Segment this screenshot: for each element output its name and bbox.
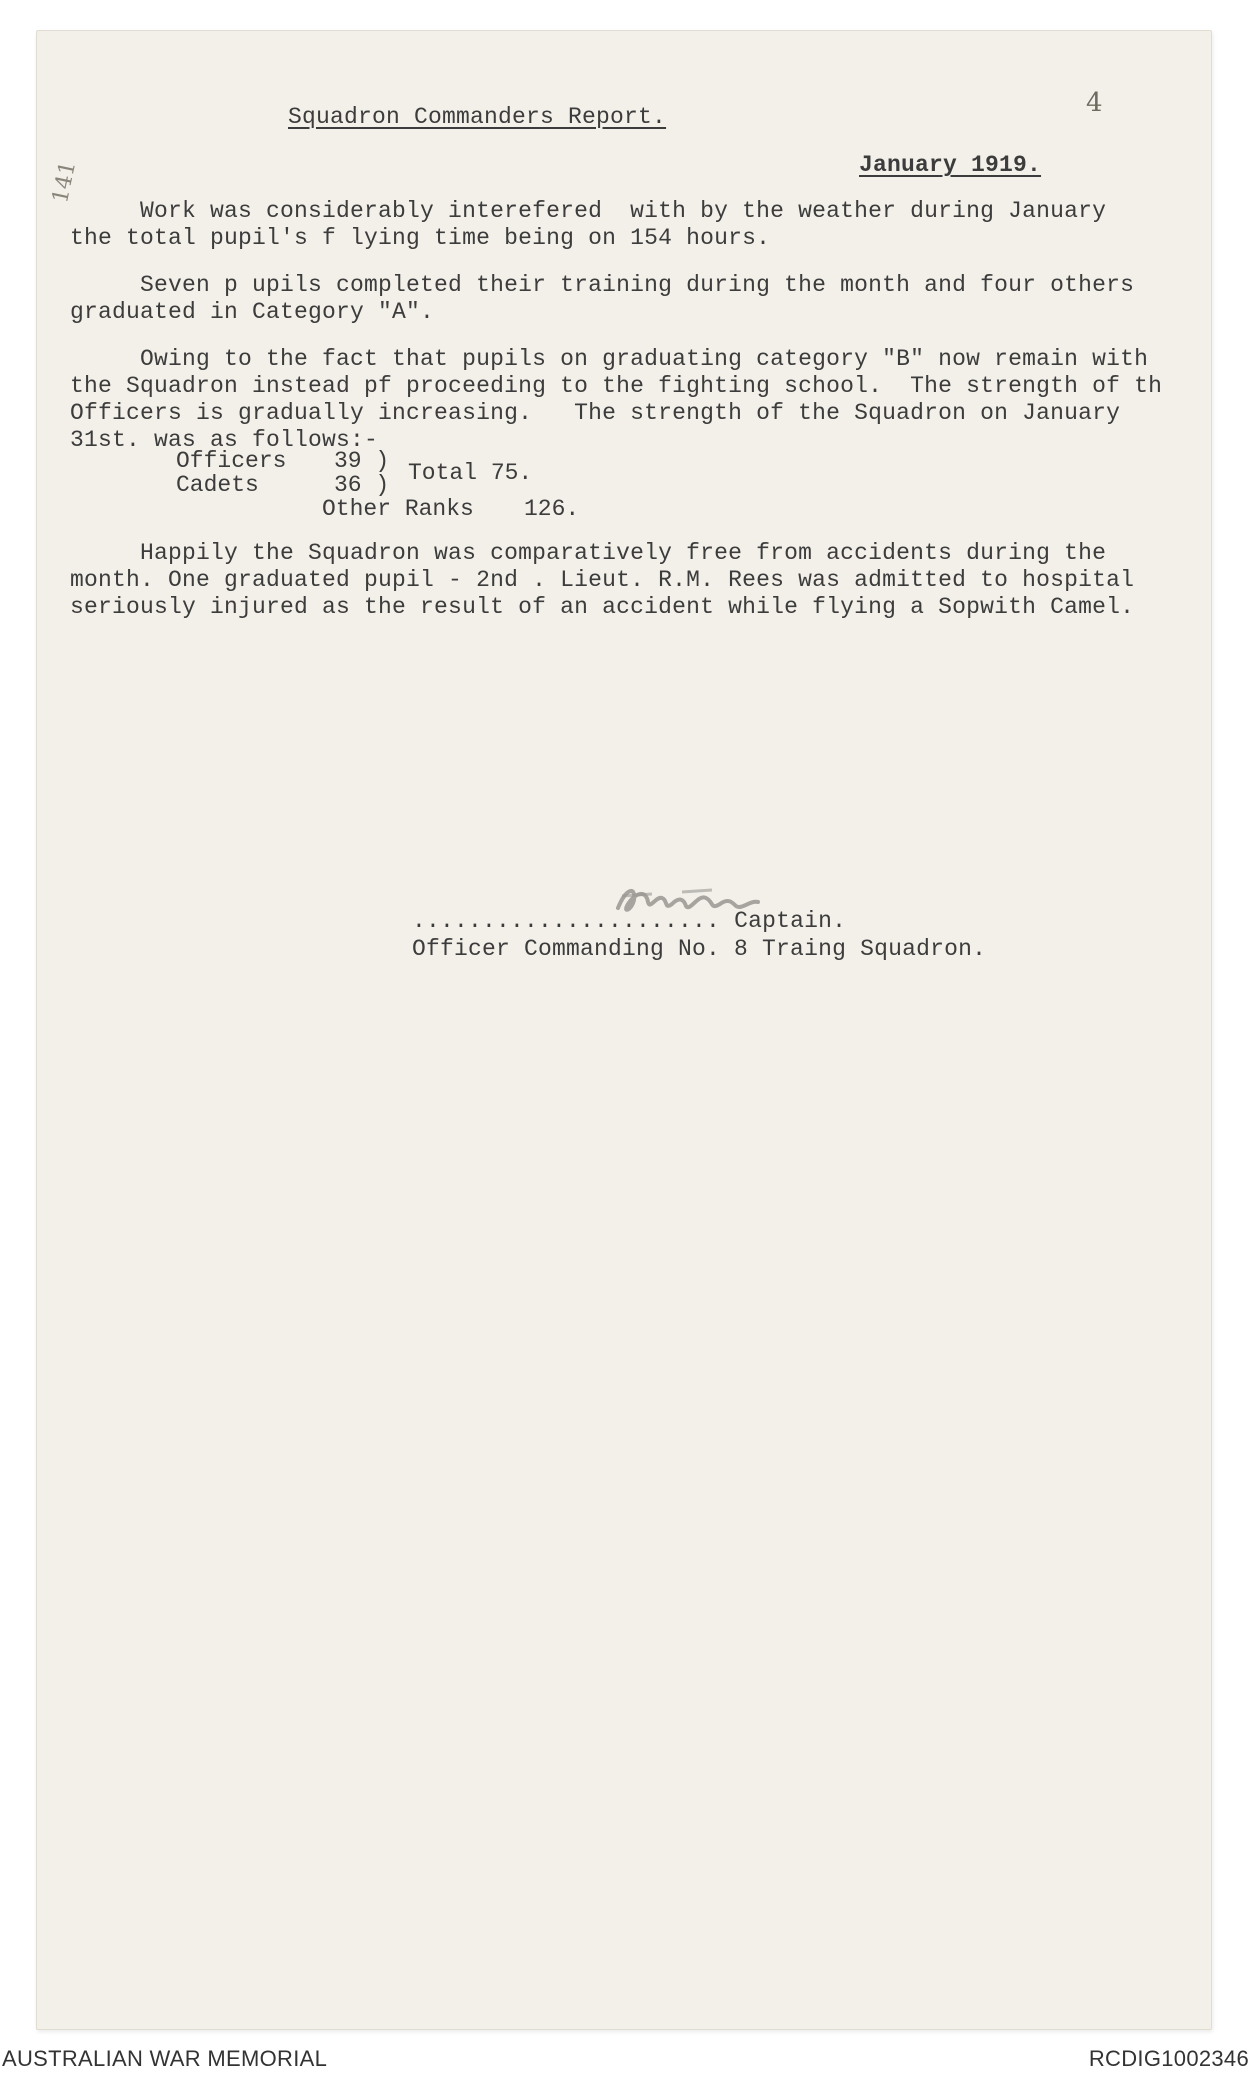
report-date: January 1919. <box>859 152 1042 178</box>
cadets-value: 36 ) <box>334 472 390 498</box>
margin-pencil-mark: 141 <box>48 158 82 206</box>
page-number: 4 <box>1086 88 1103 118</box>
strength-total: Total 75. <box>408 460 533 486</box>
other-ranks-label: Other Ranks <box>322 496 474 522</box>
paragraph-weather: Work was considerably interefered with by the weather during January the total pupil's f lying time being on 154 hours. <box>70 198 1107 251</box>
officers-label: Officers <box>176 448 287 474</box>
document-sheet <box>36 30 1212 2030</box>
officers-value: 39 ) <box>334 448 390 474</box>
paragraph-strength: Owing to the fact that pupils on graduating category "B" now remain with the Squadron instead pf proceeding to the fighting school. The strength of th Officers is gradually increasing. The strength of the Squadron on January 31st. was as follows:- <box>70 346 1163 453</box>
report-title: Squadron Commanders Report. <box>288 104 667 130</box>
signature-rank: Captain. <box>734 908 847 934</box>
footer-institution: AUSTRALIAN WAR MEMORIAL <box>2 2046 328 2071</box>
signature-dots: ...................... <box>412 908 721 934</box>
signature-line <box>412 908 846 935</box>
other-ranks-value: 126. <box>524 496 580 522</box>
paragraph-training: Seven p upils completed their training during the month and four others graduated in Category "A". <box>70 272 1135 325</box>
paragraph-accidents: Happily the Squadron was comparatively free from accidents during the month. One graduated pupil - 2nd . Lieut. R.M. Rees was admitted to hospital seriously injured as the result of an accident while flying a Sopwith Camel. <box>70 540 1135 620</box>
footer-record-id: RCDIG1002346 <box>1088 2046 1249 2071</box>
cadets-label: Cadets <box>176 472 259 498</box>
officer-commanding-line: Officer Commanding No. 8 Traing Squadron. <box>412 936 987 962</box>
